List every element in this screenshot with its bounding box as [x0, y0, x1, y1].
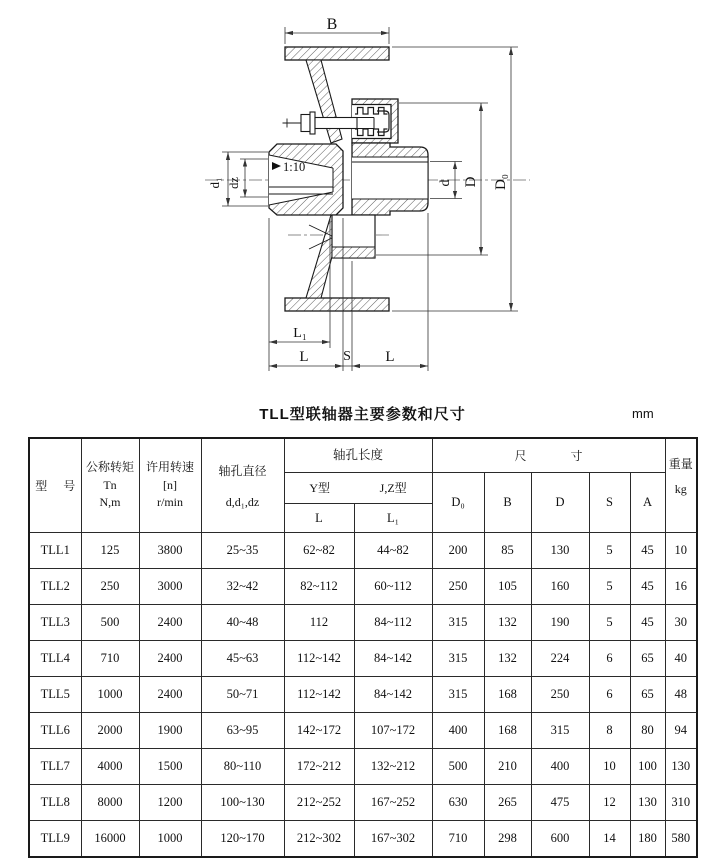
table-cell: 180 — [630, 821, 665, 857]
table-cell: 167~302 — [354, 821, 432, 857]
table-cell: 710 — [81, 641, 139, 677]
header-type-row — [284, 472, 432, 504]
table-cell: 1900 — [139, 713, 201, 749]
table-cell: 200 — [432, 533, 484, 569]
header-B: B — [484, 472, 531, 533]
model-cell: TLL8 — [29, 785, 81, 821]
table-cell: 3000 — [139, 569, 201, 605]
header-speed — [139, 438, 201, 533]
dim-L-right-label: L — [385, 349, 395, 365]
table-cell: 1000 — [139, 821, 201, 857]
table-cell: 130 — [531, 533, 589, 569]
table-cell: 250 — [432, 569, 484, 605]
table-cell: 62~82 — [284, 533, 354, 569]
table-cell: 112 — [284, 605, 354, 641]
table-cell: 100~130 — [201, 785, 284, 821]
table-cell: 130 — [630, 785, 665, 821]
table-cell: 2400 — [139, 605, 201, 641]
dim-L1 — [269, 326, 330, 344]
table-cell: 112~142 — [284, 641, 354, 677]
rim-top — [285, 47, 389, 60]
table-cell: 48 — [665, 677, 697, 713]
table-cell: 224 — [531, 641, 589, 677]
table-cell: 84~112 — [354, 605, 432, 641]
lower-hub-section — [309, 215, 375, 258]
table-cell: 45 — [630, 605, 665, 641]
header-y-type: Y型 — [309, 481, 330, 496]
header-bore-length: 轴孔长度 — [284, 438, 432, 472]
model-cell: TLL5 — [29, 677, 81, 713]
taper-label: 1:10 — [283, 160, 306, 174]
table-row — [29, 641, 697, 677]
table-cell: 250 — [531, 677, 589, 713]
table-cell: 80 — [630, 713, 665, 749]
table-cell: 142~172 — [284, 713, 354, 749]
unit-label: mm — [632, 406, 654, 421]
table-cell: 80~110 — [201, 749, 284, 785]
table-row — [29, 605, 697, 641]
header-D: D — [531, 472, 589, 533]
table-cell: 14 — [589, 821, 630, 857]
table-cell: 16000 — [81, 821, 139, 857]
table-cell: 475 — [531, 785, 589, 821]
table-row — [29, 713, 697, 749]
table-cell: 710 — [432, 821, 484, 857]
dim-B-label: B — [326, 16, 338, 33]
table-cell: 107~172 — [354, 713, 432, 749]
dim-B — [285, 16, 389, 44]
table-cell: 12 — [589, 785, 630, 821]
dim-D0-label: D₀ — [493, 173, 509, 191]
dim-D-label: D — [463, 176, 479, 188]
header-L1: L₁ — [354, 504, 432, 533]
header-size-char1: 尺 — [514, 448, 527, 463]
table-cell: 400 — [531, 749, 589, 785]
header-weight-unit: kg — [674, 482, 687, 496]
model-cell: TLL9 — [29, 821, 81, 857]
table-cell: 130 — [665, 749, 697, 785]
table-cell: 32~42 — [201, 569, 284, 605]
header-size-char2: 寸 — [570, 448, 583, 463]
table-cell: 63~95 — [201, 713, 284, 749]
table-body — [29, 533, 697, 857]
table-cell: 212~252 — [284, 785, 354, 821]
table-cell: 6 — [589, 641, 630, 677]
table-cell: 190 — [531, 605, 589, 641]
table-cell: 65 — [630, 677, 665, 713]
table-cell: 315 — [432, 605, 484, 641]
table-row — [29, 677, 697, 713]
table-cell: 84~142 — [354, 677, 432, 713]
dim-L-left-label: L — [299, 349, 309, 365]
table-cell: 8000 — [81, 785, 139, 821]
table-cell: 8 — [589, 713, 630, 749]
header-torque-line1: 公称转矩 — [85, 460, 134, 475]
table-cell: 120~170 — [201, 821, 284, 857]
model-cell: TLL4 — [29, 641, 81, 677]
header-weight-label: 重量 — [668, 457, 693, 471]
table-cell: 132 — [484, 605, 531, 641]
table-cell: 10 — [589, 749, 630, 785]
table-cell: 5 — [589, 533, 630, 569]
header-L: L — [284, 504, 354, 533]
table-cell: 45 — [630, 569, 665, 605]
model-cell: TLL2 — [29, 569, 81, 605]
table-cell: 50~71 — [201, 677, 284, 713]
table-cell: 310 — [665, 785, 697, 821]
table-row — [29, 749, 697, 785]
header-bore-dia-line1: 轴孔直径 — [218, 463, 267, 478]
table-cell: 1500 — [139, 749, 201, 785]
header-size — [432, 438, 665, 472]
dim-dz — [227, 159, 268, 197]
model-cell: TLL7 — [29, 749, 81, 785]
header-A: A — [630, 472, 665, 533]
table-cell: 212~302 — [284, 821, 354, 857]
table-cell: 85 — [484, 533, 531, 569]
grid-spring-cover — [352, 99, 398, 143]
table-row — [29, 821, 697, 857]
table-cell: 167~252 — [354, 785, 432, 821]
header-torque-line2: Tn — [103, 477, 117, 492]
table-cell: 40~48 — [201, 605, 284, 641]
table-cell: 100 — [630, 749, 665, 785]
header-speed-line3: r/min — [157, 495, 183, 510]
coupling-drawing — [0, 0, 725, 400]
table-cell: 1000 — [81, 677, 139, 713]
table-cell: 45 — [630, 533, 665, 569]
dim-d1-label: d₁ — [207, 177, 222, 189]
header-bore-dia-line2: d,d₁,dz — [225, 494, 260, 509]
table-cell: 10 — [665, 533, 697, 569]
table-cell: 500 — [432, 749, 484, 785]
table-cell: 580 — [665, 821, 697, 857]
table-cell: 65 — [630, 641, 665, 677]
table-cell: 250 — [81, 569, 139, 605]
table-cell: 45~63 — [201, 641, 284, 677]
table-cell: 2400 — [139, 641, 201, 677]
table-cell: 315 — [432, 677, 484, 713]
table-cell: 315 — [531, 713, 589, 749]
table-cell: 105 — [484, 569, 531, 605]
table-cell: 60~112 — [354, 569, 432, 605]
table-cell: 500 — [81, 605, 139, 641]
table-row — [29, 533, 697, 569]
table-cell: 315 — [432, 641, 484, 677]
table-cell: 265 — [484, 785, 531, 821]
table-cell: 2000 — [81, 713, 139, 749]
header-bore-diameter — [201, 438, 284, 533]
dim-dz-label: dz — [227, 177, 241, 189]
table-cell: 5 — [589, 605, 630, 641]
header-D0: D₀ — [432, 472, 484, 533]
header-jz-type: J,Z型 — [379, 481, 407, 496]
table-cell: 210 — [484, 749, 531, 785]
table-cell: 1200 — [139, 785, 201, 821]
table-cell: 5 — [589, 569, 630, 605]
table-row — [29, 785, 697, 821]
header-model-char2: 号 — [63, 478, 76, 493]
dim-LSL — [269, 349, 428, 368]
table-cell: 400 — [432, 713, 484, 749]
table-cell: 3800 — [139, 533, 201, 569]
table-cell: 40 — [665, 641, 697, 677]
header-S: S — [589, 472, 630, 533]
dim-S-label: S — [343, 349, 351, 364]
table-cell: 172~212 — [284, 749, 354, 785]
table-cell: 2400 — [139, 677, 201, 713]
model-cell: TLL3 — [29, 605, 81, 641]
table-cell: 6 — [589, 677, 630, 713]
table-cell: 600 — [531, 821, 589, 857]
table-cell: 168 — [484, 713, 531, 749]
spec-table — [28, 437, 698, 858]
dim-L1-label: L₁ — [293, 326, 307, 341]
header-model — [29, 438, 81, 533]
table-cell: 112~142 — [284, 677, 354, 713]
table-cell: 298 — [484, 821, 531, 857]
table-cell: 132 — [484, 641, 531, 677]
table-cell: 82~112 — [284, 569, 354, 605]
table-cell: 44~82 — [354, 533, 432, 569]
table-cell: 16 — [665, 569, 697, 605]
table-row — [29, 569, 697, 605]
model-cell: TLL6 — [29, 713, 81, 749]
table-cell: 132~212 — [354, 749, 432, 785]
table-cell: 94 — [665, 713, 697, 749]
right-hub — [352, 143, 428, 215]
model-cell: TLL1 — [29, 533, 81, 569]
table-cell: 125 — [81, 533, 139, 569]
header-speed-line1: 许用转速 — [145, 460, 194, 475]
table-cell: 630 — [432, 785, 484, 821]
rim-bottom — [285, 298, 389, 311]
table-cell: 84~142 — [354, 641, 432, 677]
table-title: TLL型联轴器主要参数和尺寸 — [259, 406, 466, 423]
table-cell: 168 — [484, 677, 531, 713]
header-speed-line2: [n] — [163, 477, 177, 492]
header-torque-line3: N,m — [99, 495, 121, 510]
table-cell: 160 — [531, 569, 589, 605]
table-cell: 4000 — [81, 749, 139, 785]
header-torque — [81, 438, 139, 533]
header-weight — [665, 438, 697, 533]
dim-d-label: d — [438, 179, 453, 187]
table-cell: 30 — [665, 605, 697, 641]
table-cell: 25~35 — [201, 533, 284, 569]
header-model-char1: 型 — [35, 478, 48, 493]
